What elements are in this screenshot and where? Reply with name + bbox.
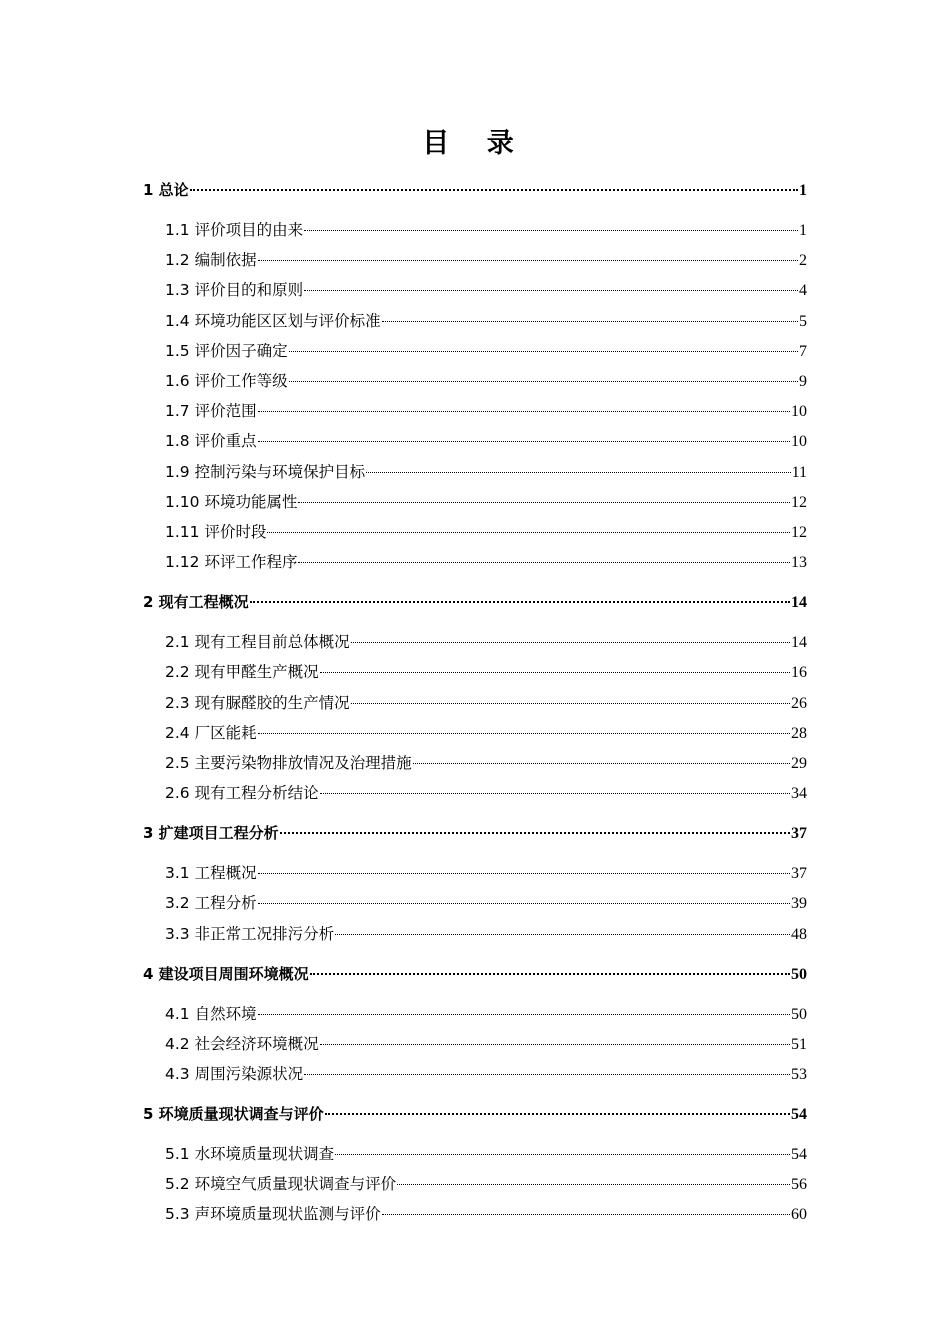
toc-entry-page-number: 37 — [791, 865, 807, 883]
toc-entry-label: 4.3 周围污染源状况 — [165, 1065, 304, 1083]
dot-leader — [351, 642, 790, 643]
toc-entry-label: 2.5 主要污染物排放情况及治理措施 — [165, 754, 412, 772]
toc-entry-page-number: 9 — [799, 373, 807, 390]
toc-chapter-entry[interactable] — [143, 821, 807, 845]
toc-entry-page-number: 50 — [791, 965, 807, 983]
toc-section-entry[interactable] — [165, 309, 807, 333]
toc-entry-label: 1.6 评价工作等级 — [165, 372, 288, 390]
dot-leader — [258, 903, 790, 904]
toc-entry-page-number: 12 — [791, 524, 807, 541]
dot-leader — [320, 1044, 790, 1045]
toc-entry-label: 4.2 社会经济环境概况 — [165, 1034, 319, 1053]
toc-entry-label: 2.4 厂区能耗 — [165, 723, 257, 742]
toc-section-entry[interactable] — [165, 248, 807, 272]
toc-entry-page-number: 56 — [791, 1176, 807, 1194]
toc-entry-label: 1 总论 — [143, 181, 189, 199]
toc-section-entry[interactable] — [165, 1202, 807, 1226]
toc-section-entry[interactable] — [165, 891, 807, 915]
toc-section-entry[interactable] — [165, 1062, 807, 1086]
toc-entry-label: 5.3 声环境质量现状监测与评价 — [165, 1205, 381, 1224]
toc-chapter-entry[interactable] — [143, 590, 807, 614]
toc-section-entry[interactable] — [165, 278, 807, 302]
dot-leader — [351, 703, 790, 704]
dot-leader — [258, 873, 790, 874]
toc-entry-page-number: 14 — [791, 634, 807, 652]
toc-chapter-entry[interactable] — [143, 178, 807, 202]
dot-leader — [298, 502, 790, 503]
toc-entry-page-number: 12 — [791, 493, 807, 511]
toc-entry-label: 5.2 环境空气质量现状调查与评价 — [165, 1175, 397, 1194]
dot-leader — [310, 973, 790, 975]
toc-entry-label: 5.1 水环境质量现状调查 — [165, 1145, 335, 1163]
toc-entry-page-number: 53 — [791, 1066, 807, 1083]
dot-leader — [335, 934, 790, 935]
toc-section-entry[interactable] — [165, 218, 807, 242]
dot-leader — [258, 441, 790, 442]
dot-leader — [250, 601, 790, 603]
toc-entry-page-number: 1 — [799, 222, 807, 239]
toc-entry-label: 1.3 评价目的和原则 — [165, 281, 304, 300]
toc-entry-page-number: 34 — [791, 785, 807, 803]
toc-entry-page-number: 29 — [791, 755, 807, 772]
dot-leader — [258, 260, 798, 261]
toc-section-entry[interactable] — [165, 490, 807, 514]
toc-section-entry[interactable] — [165, 660, 807, 684]
toc-entry-label: 1.5 评价因子确定 — [165, 341, 288, 360]
toc-entry-page-number: 54 — [791, 1106, 807, 1123]
dot-leader — [258, 1014, 790, 1015]
dot-leader — [258, 411, 790, 412]
dot-leader — [382, 321, 798, 322]
toc-entry-label: 4.1 自然环境 — [165, 1004, 257, 1023]
toc-entry-label: 1.2 编制依据 — [165, 251, 257, 270]
toc-section-entry[interactable] — [165, 1172, 807, 1196]
toc-section-entry[interactable] — [165, 1142, 807, 1166]
toc-section-entry[interactable] — [165, 861, 807, 885]
toc-section-entry[interactable] — [165, 369, 807, 393]
toc-entry-page-number: 16 — [791, 664, 807, 682]
toc-section-entry[interactable] — [165, 630, 807, 654]
dot-leader — [304, 230, 798, 231]
toc-entry-label: 1.4 环境功能区区划与评价标准 — [165, 311, 381, 330]
dot-leader — [280, 832, 790, 834]
toc-entry-label: 2.2 现有甲醛生产概况 — [165, 663, 319, 682]
toc-entry-label: 1.7 评价范围 — [165, 402, 257, 421]
toc-entry-page-number: 7 — [799, 342, 807, 360]
toc-section-entry[interactable] — [165, 460, 807, 484]
page-title: 目 录 — [422, 128, 528, 159]
toc-entry-page-number: 10 — [791, 403, 807, 421]
dot-leader — [289, 381, 798, 382]
toc-entry-label: 2.3 现有脲醛胶的生产情况 — [165, 693, 350, 712]
toc-section-entry[interactable] — [165, 781, 807, 805]
toc-section-entry[interactable] — [165, 550, 807, 574]
dot-leader — [289, 351, 798, 352]
dot-leader — [397, 1184, 790, 1185]
dot-leader — [382, 1214, 790, 1215]
toc-chapter-entry[interactable] — [143, 1102, 807, 1126]
toc-section-entry[interactable] — [165, 1032, 807, 1056]
toc-section-entry[interactable] — [165, 399, 807, 423]
toc-entry-page-number: 2 — [799, 252, 807, 270]
dot-leader — [366, 472, 791, 473]
toc-section-entry[interactable] — [165, 1002, 807, 1026]
dot-leader — [304, 290, 798, 291]
toc-entry-page-number: 13 — [791, 554, 807, 572]
dot-leader — [298, 562, 790, 563]
dot-leader — [320, 793, 790, 794]
toc-section-entry[interactable] — [165, 339, 807, 363]
toc-entry-label: 5 环境质量现状调查与评价 — [143, 1105, 324, 1123]
toc-entry-label: 1.9 控制污染与环境保护目标 — [165, 462, 366, 481]
dot-leader — [325, 1113, 790, 1115]
toc-entry-page-number: 50 — [791, 1005, 807, 1023]
toc-entry-label: 3.3 非正常工况排污分析 — [165, 924, 335, 943]
toc-entry-page-number: 60 — [791, 1206, 807, 1224]
toc-entry-page-number: 5 — [799, 312, 807, 330]
toc-section-entry[interactable] — [165, 520, 807, 544]
toc-entry-page-number: 39 — [791, 895, 807, 913]
toc-entry-label: 1.12 环评工作程序 — [165, 553, 298, 572]
toc-entry-label: 1.1 评价项目的由来 — [165, 221, 304, 239]
toc-entry-label: 3 扩建项目工程分析 — [143, 824, 279, 843]
toc-entry-label: 1.10 环境功能属性 — [165, 492, 298, 511]
toc-entry-label: 2 现有工程概况 — [143, 593, 249, 612]
dot-leader — [320, 672, 790, 673]
toc-section-entry[interactable] — [165, 721, 807, 745]
toc-entry-page-number: 37 — [791, 825, 807, 843]
toc-entry-page-number: 11 — [791, 463, 807, 481]
toc-section-entry[interactable] — [165, 922, 807, 946]
dot-leader — [190, 189, 798, 191]
toc-entry-label: 2.6 现有工程分析结论 — [165, 784, 319, 803]
toc-section-entry[interactable] — [165, 429, 807, 453]
toc-entry-page-number: 1 — [799, 182, 807, 199]
toc-entry-page-number: 54 — [791, 1146, 807, 1163]
toc-entry-page-number: 4 — [799, 282, 807, 300]
toc-entry-page-number: 10 — [791, 433, 807, 451]
toc-entry-page-number: 14 — [791, 594, 807, 612]
toc-chapter-entry[interactable] — [143, 962, 807, 986]
toc-section-entry[interactable] — [165, 691, 807, 715]
toc-entry-label: 3.1 工程概况 — [165, 864, 257, 883]
dot-leader — [267, 532, 790, 533]
toc-entry-label: 3.2 工程分析 — [165, 894, 257, 913]
toc-entry-page-number: 26 — [791, 694, 807, 712]
dot-leader — [304, 1074, 790, 1075]
toc-section-entry[interactable] — [165, 751, 807, 775]
toc-entry-label: 1.11 评价时段 — [165, 523, 267, 541]
toc-entry-page-number: 51 — [791, 1035, 807, 1053]
toc-entry-label: 2.1 现有工程目前总体概况 — [165, 633, 350, 652]
dot-leader — [413, 763, 790, 764]
toc-entry-label: 4 建设项目周围环境概况 — [143, 964, 309, 983]
toc-entry-page-number: 48 — [791, 925, 807, 943]
dot-leader — [258, 733, 790, 734]
dot-leader — [335, 1154, 790, 1155]
toc-entry-page-number: 28 — [791, 724, 807, 742]
toc-entry-label: 1.8 评价重点 — [165, 432, 257, 451]
